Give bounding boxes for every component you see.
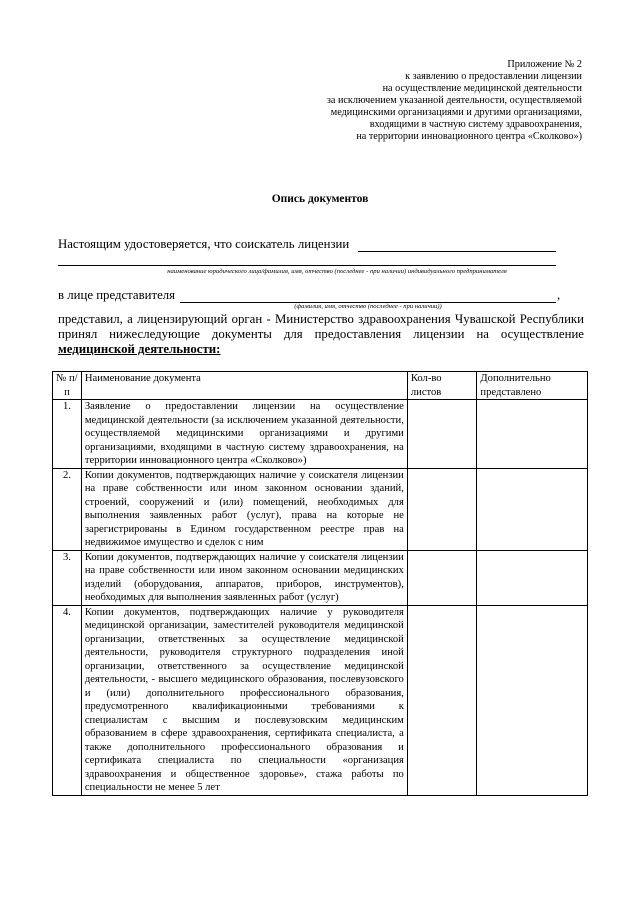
row-qty-cell[interactable] xyxy=(407,605,477,795)
table-row xyxy=(53,605,588,795)
applicant-name-field[interactable] xyxy=(358,251,556,252)
row-extra-cell[interactable] xyxy=(477,468,588,550)
appendix-line: за исключением указанной деятельности, осуществляемой xyxy=(326,95,582,106)
body-line-3: медицинской деятельности: xyxy=(58,342,221,356)
table-row xyxy=(53,468,588,550)
applicant-hint: наименование юридического лица/фамилия, имя, отчество (последнее - при наличии) индивидуального предпринимателя xyxy=(167,268,507,275)
row-name: Заявление о предоставлении лицензии на осуществление медицинской деятельности (за исключением указанной деятельности, осуществляемой медицинскими организациями и другими организациями, входящими в частную систему здравоохранения, на территории инновационного центра «Сколково») xyxy=(81,400,407,469)
header-extra: Дополнительно представлено xyxy=(477,372,588,400)
certify-text: Настоящим удостоверяется, что соискатель лицензии xyxy=(58,237,350,251)
row-qty-cell[interactable] xyxy=(407,468,477,550)
appendix-note xyxy=(262,59,582,143)
appendix-line: к заявлению о предоставлении лицензии xyxy=(405,71,582,82)
header-num: № п/п xyxy=(53,372,82,400)
table-header-row xyxy=(53,372,588,400)
appendix-line: на территории инновационного центра «Сколково») xyxy=(356,131,582,142)
row-name: Копии документов, подтверждающих наличие у соискателя лицензии на праве собственности или ином законном основании зданий, строений, сооружений и (или) помещений, необходимых для выполнения заявленных работ (услуг), права на которые не зарегистрированы в Едином государственном реестре прав на недвижимое имущество и сделок с ним xyxy=(81,468,407,550)
header-qty: Кол-во листов xyxy=(407,372,477,400)
appendix-line: на осуществление медицинской деятельности xyxy=(382,83,582,94)
row-extra-cell[interactable] xyxy=(477,605,588,795)
table-row xyxy=(53,550,588,605)
row-name: Копии документов, подтверждающих наличие у руководителя медицинской организации, заместителей руководителя медицинской организации, ответственных за осуществление медицинской деятельности, руководителя структурного подразделения иной организации, ответственного за осуществление медицинской деятельности, - высшего медицинского образования, послевузовского и (или) дополнительного профессионального образования, предусмотренного квалификационными требованиями к специалистам с высшим и послевузовским медицинским образованием в сфере здравоохранения, сертификата специалиста, а также дополнительного профессионального образования и сертификата специалиста по специальности «организация здравоохранения и общественное здоровье», стажа работы по специальности не менее 5 лет xyxy=(81,605,407,795)
body-line-2: принял нижеследующие документы для предоставления лицензии на осуществление xyxy=(58,327,584,341)
appendix-line: входящими в частную систему здравоохранения, xyxy=(369,119,582,130)
appendix-line: Приложение № 2 xyxy=(507,59,582,70)
representative-hint: (фамилия, имя, отчество (последнее - при наличии)) xyxy=(294,303,442,310)
row-num: 2. xyxy=(53,468,82,550)
header-name: Наименование документа xyxy=(81,372,407,400)
representative-comma: , xyxy=(557,288,561,302)
representative-text: в лице представителя xyxy=(58,288,176,302)
row-num: 4. xyxy=(53,605,82,795)
row-num: 3. xyxy=(53,550,82,605)
row-num: 1. xyxy=(53,400,82,469)
page-title: Опись документов xyxy=(271,193,369,205)
row-name: Копии документов, подтверждающих наличие у соискателя лицензии на праве собственности или ином законном основании медицинских изделий (оборудования, аппаратов, приборов, инструментов), необходимых для выполнения заявленных работ (услуг) xyxy=(81,550,407,605)
body-line-1: представил, а лицензирующий орган - Министерство здравоохранения Чувашской Республики xyxy=(58,312,584,326)
row-qty-cell[interactable] xyxy=(407,550,477,605)
applicant-name-field-line2[interactable] xyxy=(58,265,556,266)
row-extra-cell[interactable] xyxy=(477,550,588,605)
row-extra-cell[interactable] xyxy=(477,400,588,469)
documents-table xyxy=(52,371,588,796)
table-row xyxy=(53,400,588,469)
appendix-line: медицинскими организациями и другими организациями, xyxy=(330,107,582,118)
row-qty-cell[interactable] xyxy=(407,400,477,469)
